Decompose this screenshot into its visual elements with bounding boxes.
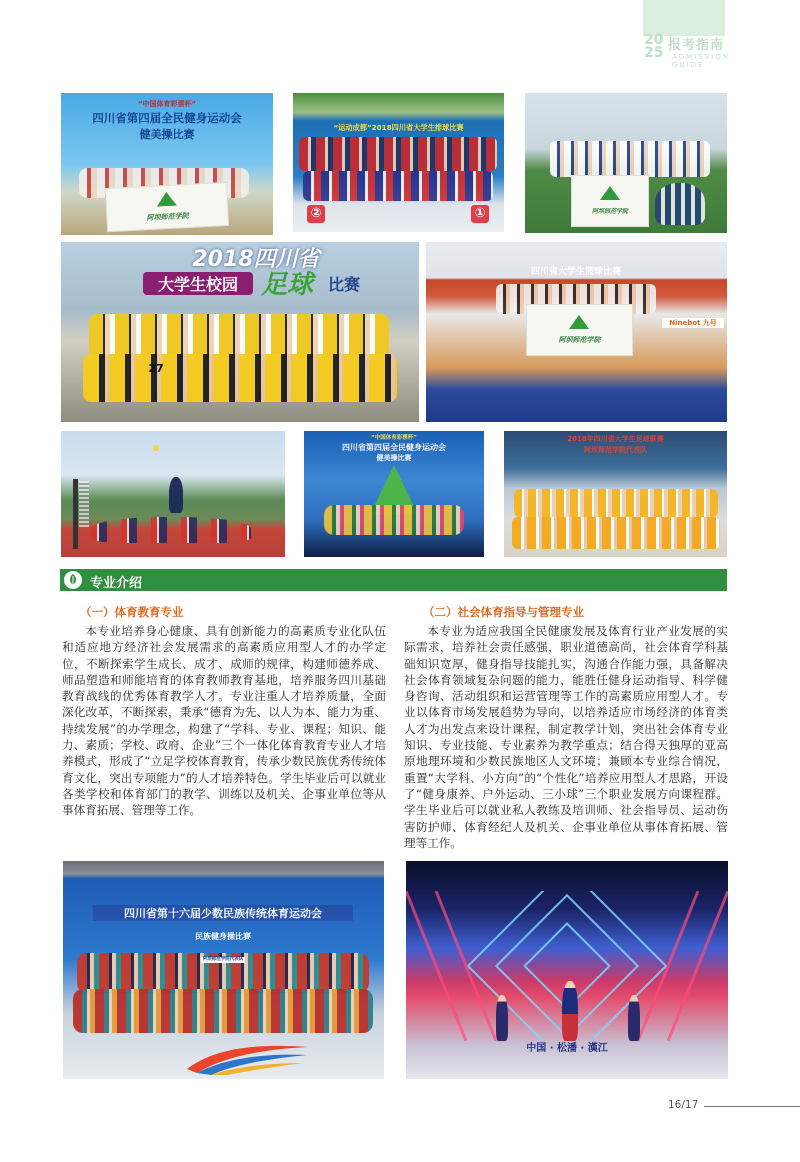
photo8-line1: 2018年四川省大学生足球联赛 xyxy=(567,435,664,443)
photo7-line3: 健美操比赛 xyxy=(376,454,412,462)
major-pe-description: 本专业培养身心健康、具有创新能力的高素质专业化队伍和适应地方经济社会发展需求的高素质应用型人才的办学定位，不断探索学生成长、成才、成师的规律，构建师德养成、师品塑造和师能培育的体育教师教育基地，培养服务四川基础教育战线的优秀体育教学人才。专业注重人才培养质量，全面深化改革，不断探索，秉承“德育为先、以人为本、能力为重、持续发展”的办学理念，构建了“学科、专业、课程；知识、能力、素质；学校、政府、企业”三个一体化体育教育专业人才培养模式，形成了“立足学校体育教育，传承少数民族优秀传统体育文化，突出专项能力”的人才培养特色。学生毕业后可以就业各类学校和体育部门的教学、训练以及机关、企事业单位等从事体育拓展、管理等工作。 xyxy=(62,624,386,818)
brand-title: 报考指南 xyxy=(668,38,725,53)
photo4-title-line3: 足球 xyxy=(260,270,313,300)
photo2-banner: “运动成都”2018四川省大学生排球比赛 xyxy=(333,123,464,132)
major-pe-title: （一）体育教育专业 xyxy=(80,605,184,619)
photo3-flag-text: 阿坝师范学院 xyxy=(591,208,628,215)
photo-basketball-team xyxy=(426,242,727,422)
photo1-flag-text: 阿坝师范学院 xyxy=(146,211,189,223)
brand-block xyxy=(643,0,725,36)
photo4-title-line2: 大学生校园 xyxy=(143,272,253,295)
photo1-banner-line2: 四川省第四届全民健身运动会 xyxy=(92,111,242,125)
section-title: 专业介绍 xyxy=(90,576,143,591)
photo-volleyball-team xyxy=(293,93,504,232)
photo8-line2: 阿坝师范学院代表队 xyxy=(584,446,647,454)
photo1-banner-line3: 健美操比赛 xyxy=(139,128,195,141)
photo2-badge-right: ① xyxy=(471,205,489,223)
photo-stage-performance xyxy=(406,861,728,1079)
photo3-flag xyxy=(571,175,649,227)
photo4-title-line1: 2018四川省 xyxy=(192,247,320,272)
brand-subtitle: ADMISSION GUIDE xyxy=(672,53,730,69)
photo-football-team xyxy=(61,242,419,422)
photo-football-league xyxy=(504,431,727,557)
photo-aerobics-stage xyxy=(304,431,484,557)
leaf-icon xyxy=(64,571,82,589)
photo1-banner-line1: “中国体育彩票杯” xyxy=(137,100,197,108)
photo-aerobics-team xyxy=(61,93,273,235)
page-number: 16/17 xyxy=(668,1099,699,1111)
photo-volleyball-action xyxy=(61,431,285,557)
photo10-caption: 中国 · 松潘 · 漢江 xyxy=(526,1043,608,1054)
photo4-jersey-number: 27 xyxy=(148,362,164,375)
photo9-line2: 民族健身操比赛 xyxy=(195,932,251,941)
photo5-sponsor: Ninebot 九号 xyxy=(662,318,724,328)
photo9-board: 阿坝师范学院代表队 xyxy=(202,957,244,962)
brand-year: 20 25 xyxy=(644,32,664,61)
photo-outdoor-team xyxy=(525,93,727,233)
major-social-sports-title: （二）社会体育指导与管理专业 xyxy=(423,605,584,619)
photo5-flag-text: 阿坝师范学院 xyxy=(558,336,601,344)
photo7-line1: “中国体育彩票杯” xyxy=(371,435,417,441)
photo7-line2: 四川省第四届全民健身运动会 xyxy=(342,443,446,452)
photo9-swoosh-logo xyxy=(183,1039,313,1075)
photo-ethnic-aerobics xyxy=(63,861,384,1079)
photo2-badge-left: ② xyxy=(307,205,325,223)
footer-rule xyxy=(704,1106,800,1107)
photo4-title-line4: 比赛 xyxy=(327,275,360,294)
photo5-flag xyxy=(526,304,633,356)
major-social-sports-description: 本专业为适应我国全民健康发展及体育行业产业发展的实际需求，培养社会责任感强，职业道德高尚，社会体育学科基础知识宽厚，健身指导技能扎实，沟通合作能力强，具备解决社会体育领域复杂问题的能力，能胜任健身运动指导、科学健身咨询、活动组织和运营管理等工作的高素质应用型人才。专业以体育市场发展趋势为导向，以培养适应市场经济的体育类人才为出发点来设计课程，制定教学计划，突出社会体育专业知识、专业技能、专业素养为教学重点；结合得天独厚的亚高原地理环境和少数民族地区人文环境；兼顾本专业综合情况，重置“大学科、小方向”的“个性化”培养应用型人才思路，开设了“健身康养、户外运动、三小球”三个职业发展方向课程群。学生毕业后可以就业私人教练及培训师、社会指导员、运动伤害防护师、体育经纪人及机关、企事业单位从事体育拓展、管理等工作。 xyxy=(404,624,728,850)
photo9-line1: 四川省第十六届少数民族传统体育运动会 xyxy=(93,905,353,921)
section-header-bar xyxy=(60,569,727,591)
photo5-banner: 四川省大学生篮球比赛 xyxy=(530,267,621,277)
photo1-flag xyxy=(105,182,229,232)
